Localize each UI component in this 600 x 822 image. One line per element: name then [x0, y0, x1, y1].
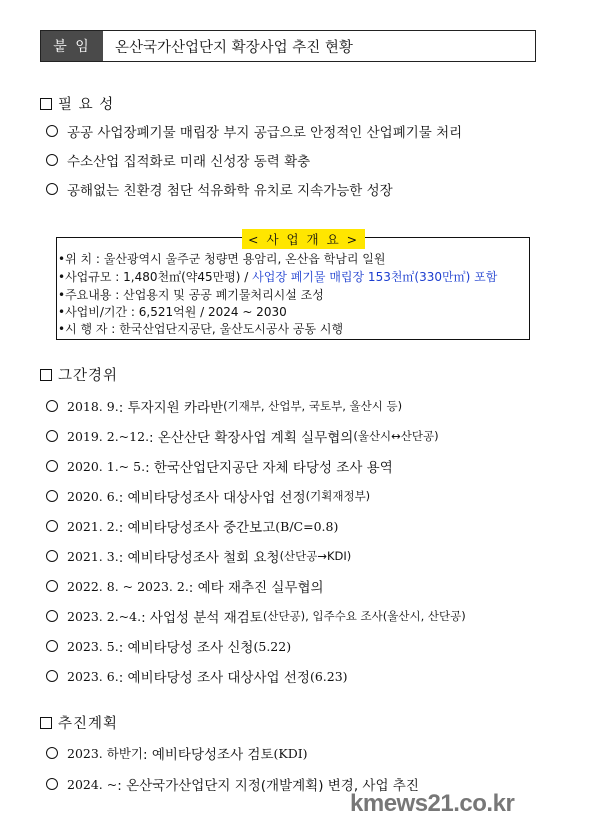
- scale-highlight: 사업장 폐기물 매립장 153천㎡(330만㎥) 포함: [252, 270, 498, 284]
- overview-title: < 사 업 개 요 >: [242, 229, 365, 249]
- item-note: (6.23): [309, 668, 348, 684]
- history-item: [46, 576, 324, 596]
- circle-bullet-icon: [46, 430, 58, 442]
- history-item: [46, 516, 338, 536]
- overview-operator: •시 행 자 : 한국산업단지공단, 울산도시공사 공동 시행: [58, 322, 344, 336]
- list-item: [46, 150, 310, 170]
- header-box: [40, 30, 536, 62]
- attachment-tag: 붙 임: [41, 31, 103, 61]
- item-date: 2019. 2.~12.: [67, 428, 150, 444]
- plan-heading-label: 추진계획: [58, 716, 119, 732]
- overview-location: •위 치 : 울산광역시 울주군 청량면 용암리, 온산읍 학남리 일원: [58, 252, 386, 266]
- history-item: [46, 396, 402, 416]
- history-item: [46, 636, 291, 656]
- item-date: 2023. 2.~4.: [67, 608, 142, 624]
- item-note: (5.22): [253, 638, 292, 654]
- item-date: 2020. 6.: [67, 488, 119, 504]
- item-date: 2024. ~: [67, 776, 118, 792]
- item-date: 2022. 8. ~ 2023. 2.: [67, 578, 189, 594]
- history-item: [46, 426, 439, 446]
- circle-bullet-icon: [46, 747, 58, 759]
- history-item: [46, 606, 466, 626]
- history-heading-label: 그간경위: [58, 368, 119, 384]
- necessity-heading-label: 필 요 성: [58, 97, 115, 113]
- watermark: kmews21.co.kr: [350, 790, 515, 817]
- list-item: [46, 179, 393, 199]
- item-date: 2023. 하반기: [67, 746, 143, 761]
- circle-bullet-icon: [46, 125, 58, 137]
- circle-bullet-icon: [46, 550, 58, 562]
- item-text: : 예비타당성조사 철회 요청: [118, 550, 280, 566]
- item-text: 수소산업 집적화로 미래 신성장 동력 확충: [67, 154, 311, 170]
- item-text: 공공 사업장폐기물 매립장 부지 공급으로 안정적인 산업폐기물 처리: [67, 125, 463, 141]
- item-text: : 예타 재추진 실무협의: [188, 580, 324, 596]
- circle-bullet-icon: [46, 610, 58, 622]
- item-date: 2023. 6.: [67, 668, 119, 684]
- item-note: (산단공), 입주수요 조사(울산시, 산단공): [262, 609, 466, 623]
- overview-content: •주요내용 : 산업용지 및 공공 폐기물처리시설 조성: [58, 288, 324, 302]
- scale-prefix: •사업규모 : 1,480천㎡(약45만평) /: [58, 270, 253, 284]
- square-bullet-icon: [40, 717, 52, 729]
- history-item: [46, 486, 370, 506]
- item-date: 2018. 9.: [67, 398, 119, 414]
- circle-bullet-icon: [46, 460, 58, 472]
- item-note: (산단공→KDI): [279, 549, 352, 563]
- history-item: [46, 456, 393, 476]
- item-text: : 사업성 분석 재검토: [141, 610, 263, 626]
- history-item: [46, 546, 351, 566]
- item-text: : 예비타당성 조사 신청: [118, 640, 254, 656]
- item-text: : 예비타당성조사 대상사업 선정: [118, 490, 306, 506]
- item-note: (울산시↔산단공): [353, 429, 439, 443]
- item-text: : 예비타당성조사 중간보고: [118, 520, 276, 536]
- circle-bullet-icon: [46, 670, 58, 682]
- plan-item: [46, 743, 308, 763]
- square-bullet-icon: [40, 98, 52, 110]
- item-text: : 투자지원 카라반: [118, 400, 224, 416]
- list-item: [46, 121, 462, 141]
- item-text: : 예비타당성조사 검토: [142, 747, 274, 763]
- history-heading: [40, 364, 118, 385]
- item-date: 2021. 3.: [67, 548, 119, 564]
- item-note: (B/C=0.8): [275, 518, 339, 534]
- overview-cost: •사업비/기간 : 6,521억원 / 2024 ~ 2030: [58, 305, 287, 319]
- item-date: 2021. 2.: [67, 518, 119, 534]
- item-text: : 한국산업단지공단 자체 타당성 조사 용역: [145, 460, 393, 476]
- item-date: 2020. 1.~ 5.: [67, 458, 146, 474]
- item-note: (KDI): [273, 745, 308, 761]
- circle-bullet-icon: [46, 183, 58, 195]
- circle-bullet-icon: [46, 778, 58, 790]
- item-text: 공해없는 친환경 첨단 석유화학 유치로 지속가능한 성장: [67, 183, 393, 199]
- item-note: (기획재정부): [305, 489, 371, 503]
- overview-scale: [58, 268, 497, 285]
- circle-bullet-icon: [46, 640, 58, 652]
- circle-bullet-icon: [46, 520, 58, 532]
- item-text: : 온산산단 확장사업 계획 실무협의: [149, 430, 354, 446]
- square-bullet-icon: [40, 369, 52, 381]
- page-title: 온산국가산업단지 확장사업 추진 현황: [115, 39, 353, 56]
- item-date: 2023. 5.: [67, 638, 119, 654]
- circle-bullet-icon: [46, 580, 58, 592]
- plan-heading: [40, 712, 118, 733]
- circle-bullet-icon: [46, 490, 58, 502]
- circle-bullet-icon: [46, 400, 58, 412]
- item-note: (기재부, 산업부, 국토부, 울산시 등): [223, 399, 403, 413]
- item-text: : 온산국가산업단지 지정(개발계획) 변경, 사업 추진: [117, 778, 419, 794]
- item-text: : 예비타당성 조사 대상사업 선정: [118, 670, 310, 686]
- history-item: [46, 666, 348, 686]
- necessity-heading: [40, 93, 114, 114]
- circle-bullet-icon: [46, 154, 58, 166]
